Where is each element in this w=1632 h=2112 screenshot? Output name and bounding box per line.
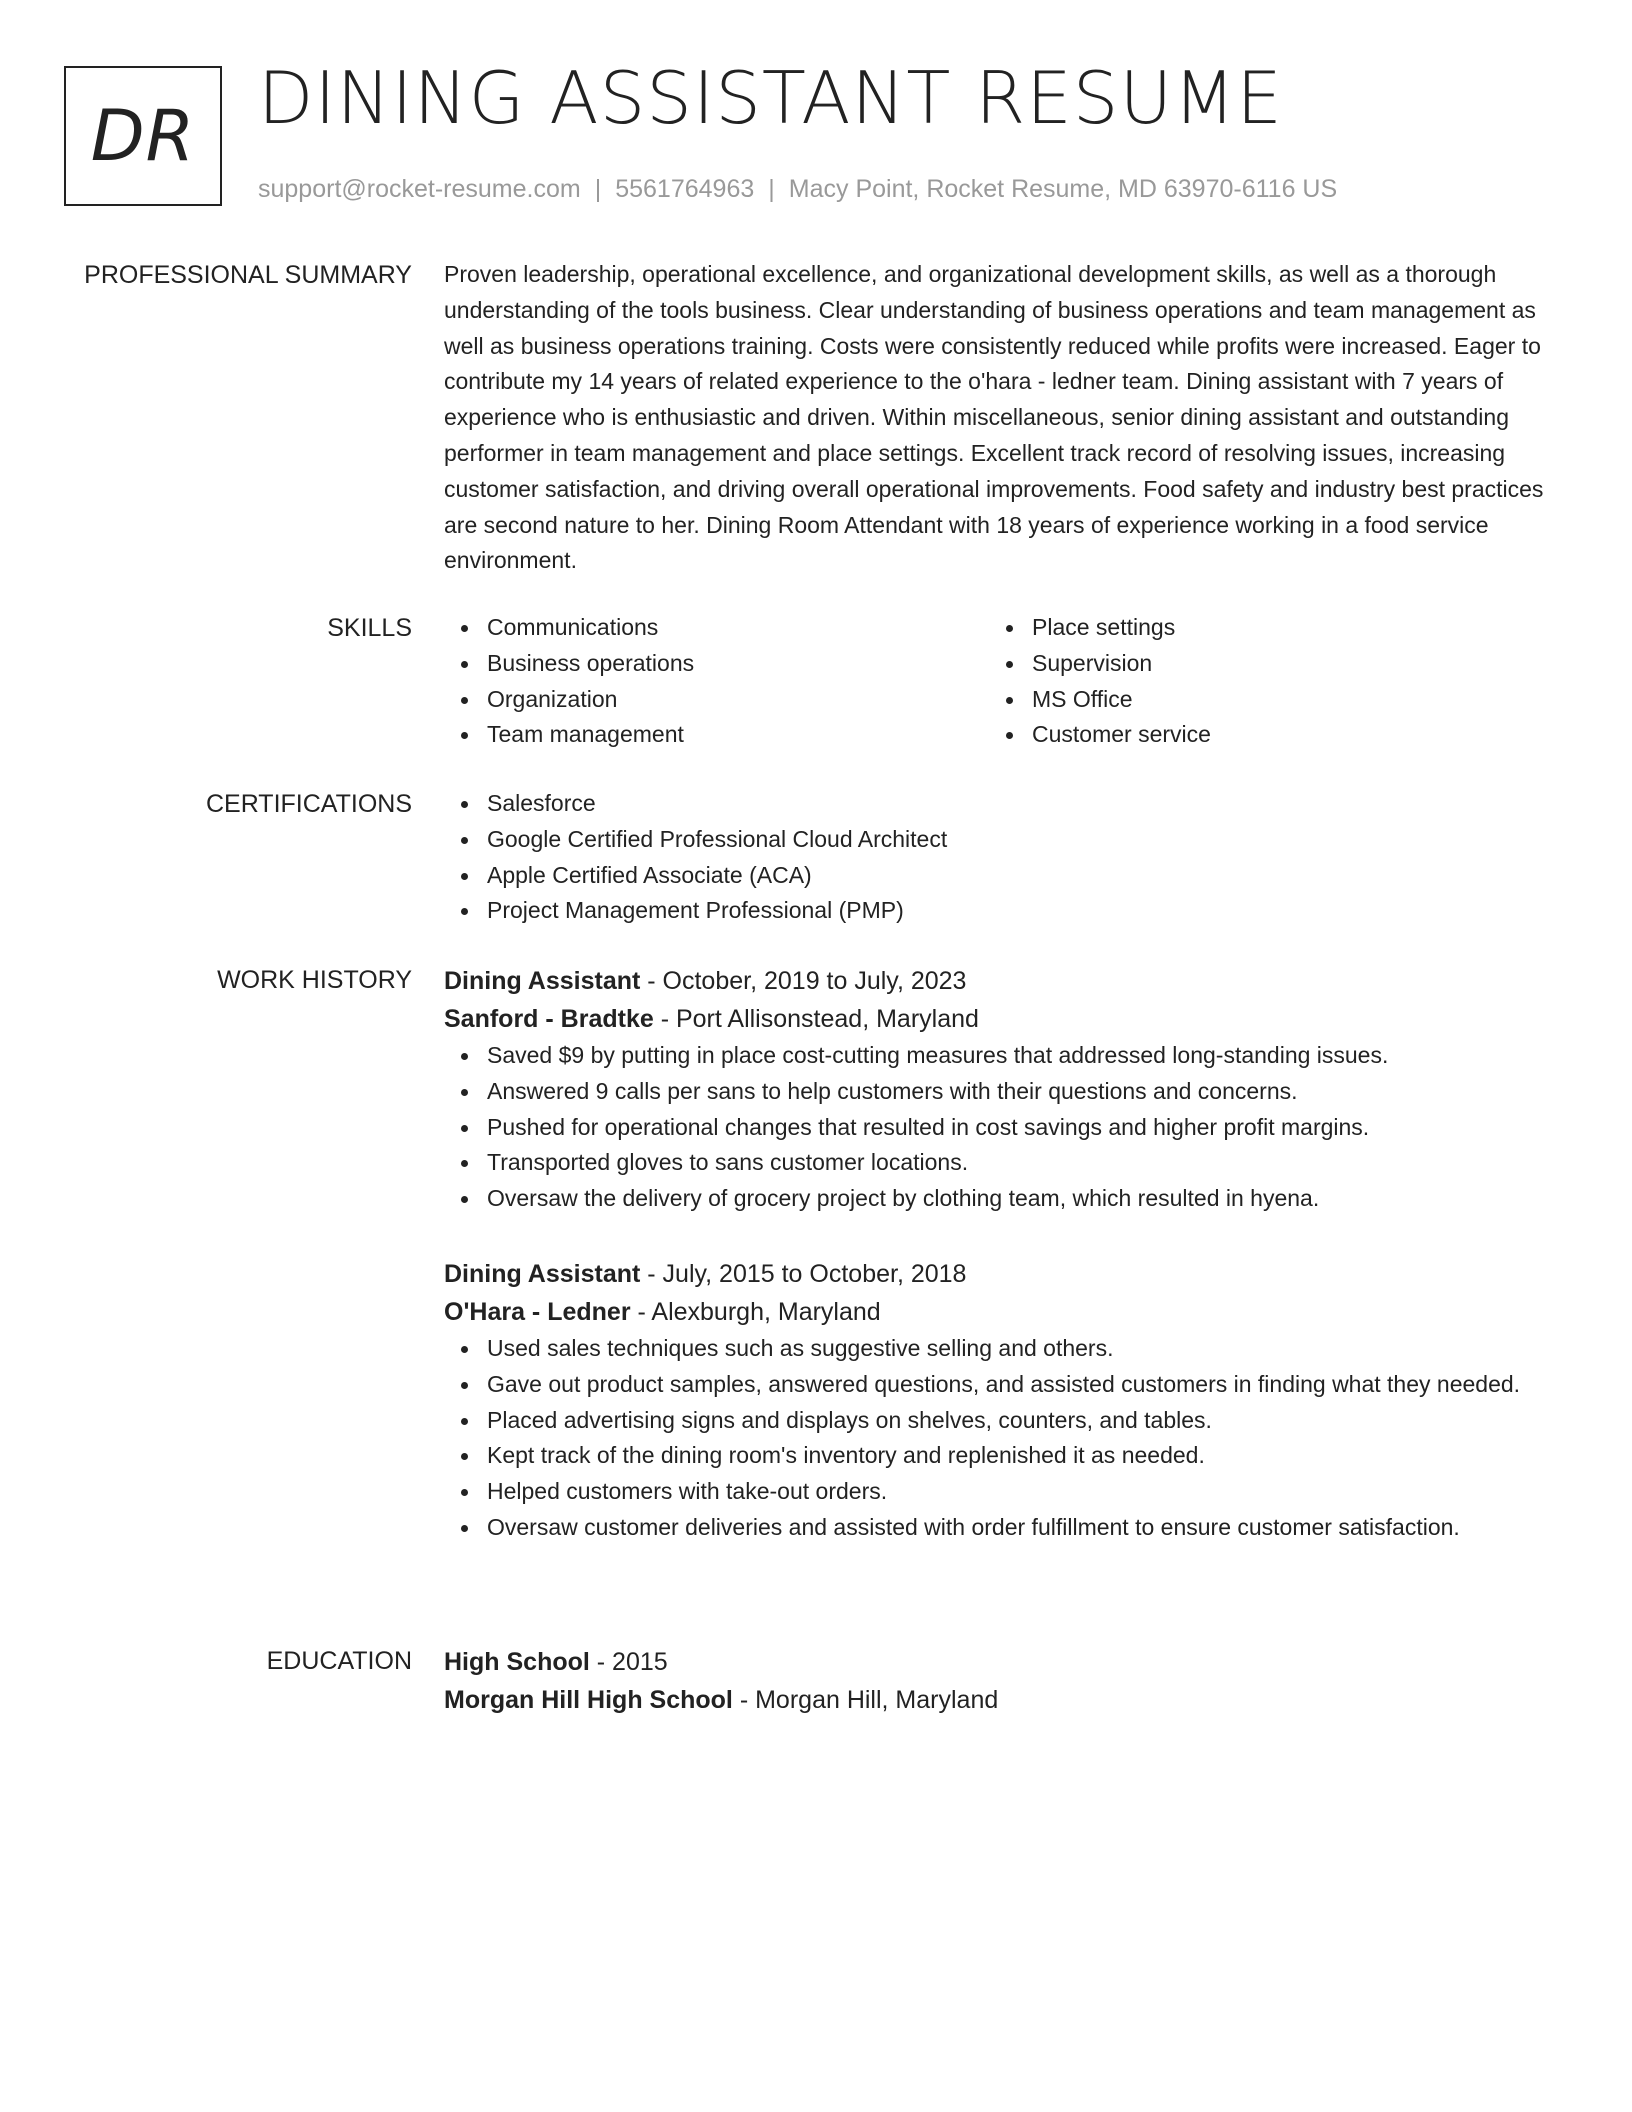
skills-list-right (989, 610, 1534, 753)
section-label-certifications: CERTIFICATIONS (205, 790, 412, 818)
list-item: Saved $9 by putting in place cost-cutting measures that addressed long-standing issues. (444, 1038, 1554, 1074)
list-item: MS Office (989, 682, 1534, 718)
job-company-line (444, 1293, 1554, 1331)
job-location: - Port Allisonstead, Maryland (653, 1005, 979, 1033)
list-item: Organization (444, 682, 989, 718)
list-item: Placed advertising signs and displays on shelves, counters, and tables. (444, 1403, 1554, 1439)
section-label-summary: PROFESSIONAL SUMMARY (84, 261, 412, 289)
education-school: Morgan Hill High School (444, 1686, 733, 1714)
list-item: Business operations (444, 646, 989, 682)
certifications-body (444, 786, 1554, 929)
list-item: Used sales techniques such as suggestive selling and others. (444, 1331, 1554, 1367)
job-entry (444, 962, 1554, 1217)
list-item: Gave out product samples, answered questions, and assisted customers in finding what they needed. (444, 1367, 1554, 1403)
list-item: Apple Certified Associate (ACA) (444, 858, 1554, 894)
education-year: - 2015 (589, 1648, 668, 1676)
job-entry (444, 1255, 1554, 1546)
monogram-initials: DR (90, 95, 196, 177)
education-body (444, 1643, 1554, 1719)
job-company-line (444, 1000, 1554, 1038)
contact-phone: 5561764963 (615, 175, 755, 203)
contact-separator: | (768, 175, 775, 203)
list-item: Customer service (989, 717, 1534, 753)
contact-separator: | (594, 175, 602, 203)
contact-address: Macy Point, Rocket Resume, MD 63970-6116 US (788, 175, 1338, 203)
job-title-line (444, 962, 1554, 1000)
skills-grid (444, 610, 1554, 753)
monogram-box (64, 66, 222, 206)
list-item: Kept track of the dining room's inventory and replenished it as needed. (444, 1438, 1554, 1474)
list-item: Salesforce (444, 786, 1554, 822)
list-item: Supervision (989, 646, 1534, 682)
list-item: Answered 9 calls per sans to help customers with their questions and concerns. (444, 1074, 1554, 1110)
list-item: Pushed for operational changes that resulted in cost savings and higher profit margins. (444, 1110, 1554, 1146)
job-location: - Alexburgh, Maryland (630, 1297, 881, 1326)
summary-body (444, 257, 1554, 579)
job-dates: - July, 2015 to October, 2018 (640, 1259, 967, 1288)
summary-text: Proven leadership, operational excellence, and organizational development skills, as well as a thorough understanding of the tools business. Clear understanding of business operations and team management as well as business operations training. Costs were consistently reduced while profits were increased. Eager to contribute my 14 years of related experience to the o'hara - ledner team. Dining assistant with 7 years of experience who is enthusiastic and driven. Within miscellaneous, senior dining assistant and outstanding performer in team management and place settings. Excellent track record of resolving issues, increasing customer satisfaction, and driving overall operational improvements. Food safety and industry best practices are second nature to her. Dining Room Attendant with 18 years of experience working in a food service environment. (444, 261, 1544, 574)
job-title: Dining Assistant (444, 1259, 641, 1288)
education-school-line (444, 1681, 1554, 1719)
job-company: O'Hara - Ledner (444, 1297, 631, 1326)
job-bullets (444, 1331, 1554, 1546)
list-item: Helped customers with take-out orders. (444, 1474, 1554, 1510)
list-item: Team management (444, 717, 989, 753)
work-history-body (444, 962, 1554, 1584)
education-degree: High School (444, 1648, 590, 1676)
list-item: Oversaw the delivery of grocery project by clothing team, which resulted in hyena. (444, 1181, 1554, 1217)
list-item: Place settings (989, 610, 1534, 646)
job-title-line (444, 1255, 1554, 1293)
list-item: Oversaw customer deliveries and assisted with order fulfillment to ensure customer satisfaction. (444, 1510, 1554, 1546)
resume-title: DINING ASSISTANT RESUME (258, 56, 1283, 140)
list-item: Google Certified Professional Cloud Architect (444, 822, 1554, 858)
contact-email: support@rocket-resume.com (258, 175, 581, 203)
education-degree-line (444, 1643, 1554, 1681)
section-label-education: EDUCATION (266, 1647, 412, 1675)
section-label-skills: SKILLS (327, 614, 412, 642)
skills-list-left (444, 610, 989, 753)
job-dates: - October, 2019 to July, 2023 (640, 967, 967, 995)
list-item: Communications (444, 610, 989, 646)
job-company: Sanford - Bradtke (444, 1005, 654, 1033)
job-title: Dining Assistant (444, 967, 641, 995)
education-location: - Morgan Hill, Maryland (732, 1686, 999, 1714)
certifications-list (444, 786, 1554, 929)
contact-line (258, 175, 1337, 204)
list-item: Transported gloves to sans customer locations. (444, 1145, 1554, 1181)
section-label-work-history: WORK HISTORY (217, 966, 412, 994)
job-bullets (444, 1038, 1554, 1217)
list-item: Project Management Professional (PMP) (444, 893, 1554, 929)
